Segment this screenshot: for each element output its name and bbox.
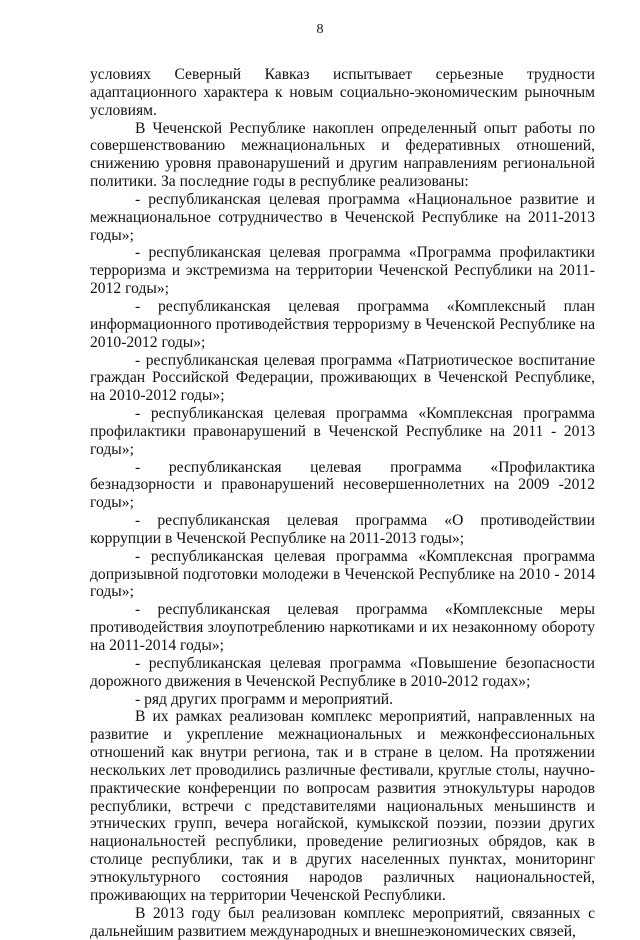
body-text	[90, 66, 595, 940]
list-item: - республиканская целевая программа «Комплексная программа профилактики правонарушений в Чеченской Республике на 2011 - 2013 годы»;	[90, 405, 595, 458]
list-item: - республиканская целевая программа «Программа профилактики терроризма и экстремизма на территории Чеченской Республики на 2011-2012 годы»;	[90, 244, 595, 298]
list-item: - республиканская целевая программа «Повышение безопасности дорожного движения в Чеченской Республике в 2010-2012 годах»;	[90, 654, 595, 690]
list-item: - республиканская целевая программа «Комплексная программа допризывной подготовки молодежи в Чеченской Республике на 2010 - 2014 годы»;	[90, 547, 595, 601]
paragraph: В Чеченской Республике накоплен определенный опыт работы по совершенствованию межнациональных и федеративных отношений, снижению уровня правонарушений и другим направлениям региональной политики. За последние годы в республике реализованы:	[90, 119, 595, 191]
list-item: - республиканская целевая программа «Патриотическое воспитание граждан Российской Федерации, проживающих в Чеченской Республике, на 2010-2012 годы»;	[90, 351, 595, 405]
list-item: - республиканская целевая программа «Национальное развитие и межнациональное сотрудничество в Чеченской Республике на 2011-2013 годы»;	[90, 190, 595, 244]
paragraph: В 2013 году был реализован комплекс мероприятий, связанных с дальнейшим развитием международных и внешнеэкономических связей,	[90, 904, 595, 940]
list-item: - республиканская целевая программа «Комплексные меры противодействия злоупотреблению наркотиками и их незаконному обороту на 2011-2014 годы»;	[90, 601, 595, 654]
paragraph: условиях Северный Кавказ испытывает серьезные трудности адаптационного характера к новым социально-экономическим рыночным условиям.	[90, 66, 595, 119]
page-number: 8	[316, 22, 324, 37]
list-item: - республиканская целевая программа «Комплексный план информационного противодействия терроризму в Чеченской Республике на 2010-2012 годы»;	[90, 297, 595, 351]
list-item: - республиканская целевая программа «Профилактика безнадзорности и правонарушений несовершеннолетних на 2009 -2012 годы»;	[90, 458, 595, 512]
paragraph: В их рамках реализован комплекс мероприятий, направленных на развитие и укрепление межнациональных и межконфессиональных отношений как внутри региона, так и в стране в целом. На протяжении нескольких лет проводились различные фестивали, круглые столы, научно-практические конференции по вопросам развития этнокультуры народов республики, встречи с представителями национальных меньшинств и этнических групп, вечера ногайской, кумыкской поэзии, поэзии других национальностей республики, проведение религиозных обрядов, как в столице республики, так и в других населенных пунктах, мониторинг этнокультурного состояния народов различных национальностей, проживающих на территории Чеченской Республики.	[90, 708, 595, 904]
list-item: - ряд других программ и мероприятий.	[135, 690, 394, 708]
list-item: - республиканская целевая программа «О противодействии коррупции в Чеченской Республике на 2011-2013 годы»;	[90, 512, 595, 547]
